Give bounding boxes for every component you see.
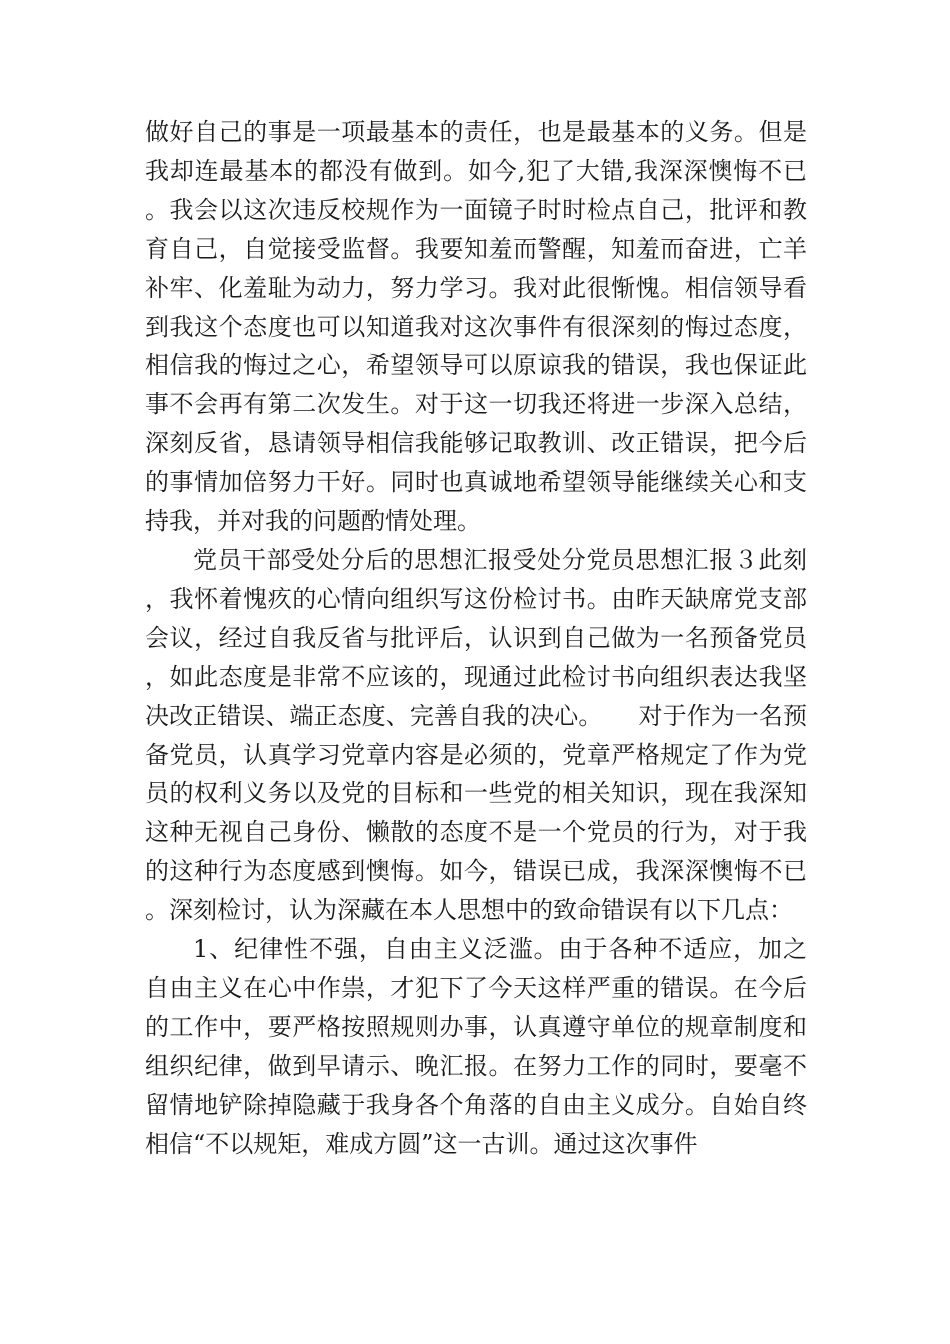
paragraph-3: 1、纪律性不强，自由主义泛滥。由于各种不适应，加之自由主义在心中作祟，才犯下了今天这样严重的错误。在今后的工作中，要严格按照规则办事，认真遵守单位的规章制度和组织纪律，做到早请示、晚汇报。在努力工作的同时，要毫不留情地铲除掉隐藏于我身各个角落的自由主义成分。自始自终相信“不以规矩，难成方圆”这一古训。通过这次事件 bbox=[145, 935, 807, 1158]
paragraph-2: 党员干部受处分后的思想汇报受处分党员思想汇报３此刻，我怀着愧疚的心情向组织写这份检讨书。由昨天缺席党支部会议，经过自我反省与批评后，认识到自己做为一名预备党员，如此态度是非常不应该的，现通过此检讨书向组织表达我坚决改正错误、端正态度、完善自我的决心。 对于作为一名预备党员，认真学习党章内容是必须的，党章严格规定了作为党员的权利义务以及党的目标和一些党的相关知识，现在我深知这种无视自己身份、懒散的态度不是一个党员的行为，对于我的这种行为态度感到懊悔。如今，错误已成，我深深懊悔不已。深刻检讨，认为深藏在本人思想中的致命错误有以下几点： bbox=[145, 545, 807, 925]
document-body bbox=[145, 113, 807, 1163]
paragraph-1: 做好自己的事是一项最基本的责任，也是最基本的义务。但是我却连最基本的都没有做到。如今,犯了大错,我深深懊悔不已。我会以这次违反校规作为一面镜子时时检点自己，批评和教育自己，自觉接受监督。我要知羞而警醒，知羞而奋进，亡羊补牢、化羞耻为动力，努力学习。我对此很惭愧。相信领导看到我这个态度也可以知道我对这次事件有很深刻的悔过态度，相信我的悔过之心，希望领导可以原谅我的错误，我也保证此事不会再有第二次发生。对于这一切我还将进一步深入总结，深刻反省，恳请领导相信我能够记取教训、改正错误，把今后的事情加倍努力干好。同时也真诚地希望领导能继续关心和支持我，并对我的问题酌情处理。 bbox=[145, 118, 807, 536]
